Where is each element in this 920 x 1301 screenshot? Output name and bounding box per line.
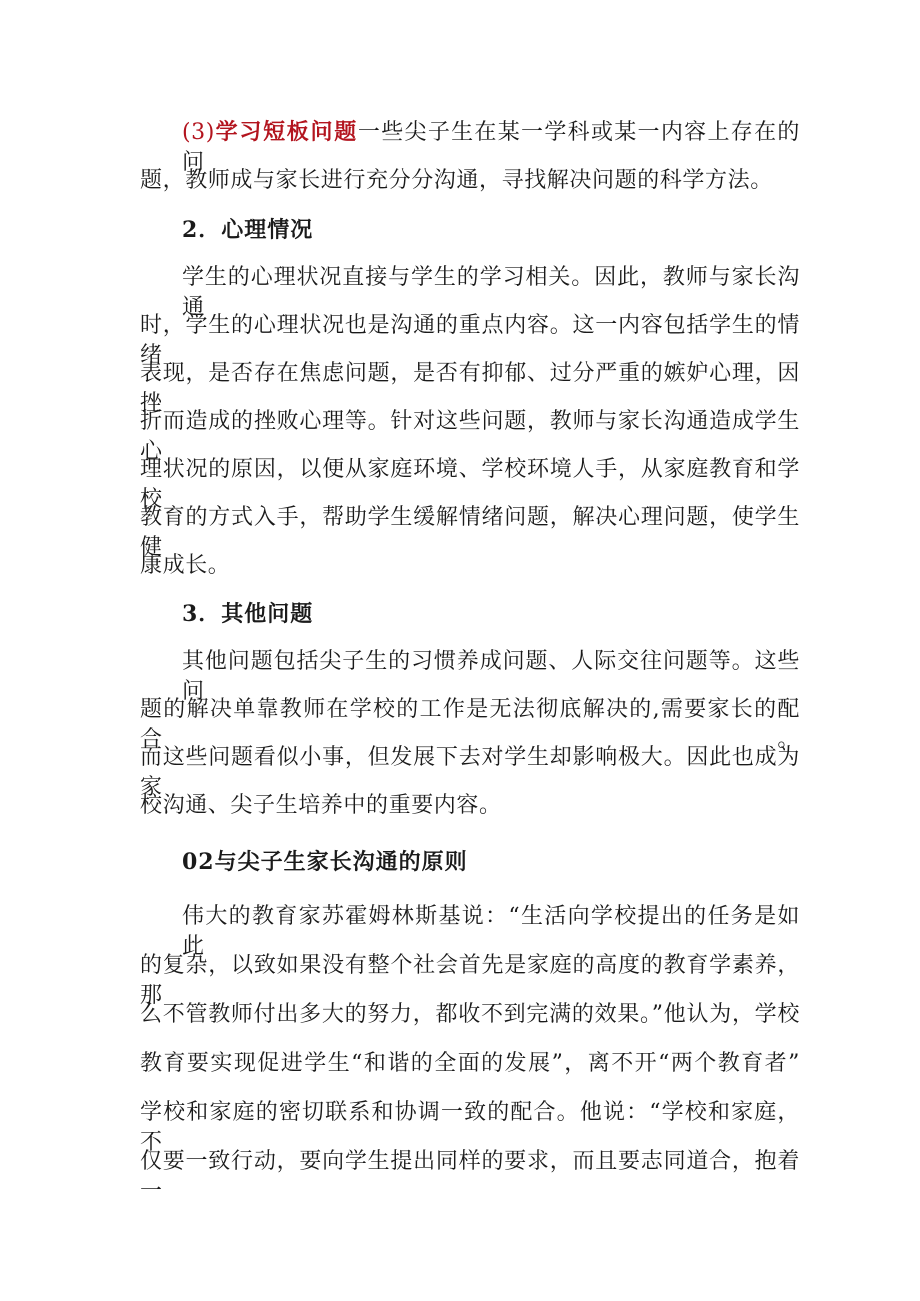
section-3-line: 而这些问题看似小事，但发展下去对学生却影响极大。因此也成为家 bbox=[140, 745, 800, 800]
section-3-heading: 3．其他问题 bbox=[182, 601, 314, 627]
section-2-line: 折而造成的挫败心理等。针对这些问题，教师与家长沟通造成学生心 bbox=[140, 409, 800, 464]
section-02-heading: 02与尖子生家长沟通的原则 bbox=[182, 849, 468, 875]
section-02-line: 的复杂，以致如果没有整个社会首先是家庭的高度的教育学素养，那 bbox=[140, 953, 800, 1008]
section-3-line: 校沟通、尖子生培养中的重要内容。 bbox=[140, 793, 502, 818]
section-2-line: 时，学生的心理状况也是沟通的重点内容。这一内容包括学生的情绪 bbox=[140, 313, 800, 368]
section-3-line: 题的解决单靠教师在学校的工作是无法彻底解决的,需要家长的配合。 bbox=[140, 697, 800, 752]
section-2-line: 教育的方式入手，帮助学生缓解情绪问题，解决心理问题，使学生健 bbox=[140, 505, 800, 560]
section-2-line: 表现，是否存在焦虑问题，是否有抑郁、过分严重的嫉妒心理，因挫 bbox=[140, 361, 800, 416]
paragraph-3-prefix: (3) bbox=[182, 120, 215, 145]
section-02-line: 教育要实现促进学生“和谐的全面的发展”，离不开“两个教育者” bbox=[140, 1051, 800, 1076]
paragraph-3-highlight: 学习短板问题 bbox=[214, 119, 358, 145]
section-02-line: 仅要一致行动，要向学生提出同样的要求，而且要志同道合，抱着一 bbox=[140, 1149, 800, 1204]
paragraph-3-line-2: 题，教师成与家长进行充分分沟通，寻找解决问题的科学方法。 bbox=[140, 168, 773, 193]
section-3-line: 其他问题包括尖子生的习惯养成问题、人际交往问题等。这些问 bbox=[182, 649, 800, 704]
section-2-line: 理状况的原因，以便从家庭环境、学校环境人手，从家庭教育和学校 bbox=[140, 457, 800, 512]
section-02-line: 么不管教师付出多大的努力，都收不到完满的效果。”他认为，学校 bbox=[140, 1002, 800, 1027]
section-02-line: 学校和家庭的密切联系和协调一致的配合。他说：“学校和家庭，不 bbox=[140, 1100, 800, 1155]
section-2-heading: 2．心理情况 bbox=[182, 217, 314, 243]
paragraph-3-rest: 一些尖子生在某一学科或某一内容上存在的问 bbox=[182, 120, 800, 175]
section-2-line: 康成长。 bbox=[140, 553, 231, 578]
section-02-line: 伟大的教育家苏霍姆林斯基说：“生活向学校提出的任务是如此 bbox=[182, 904, 800, 959]
section-2-line: 学生的心理状况直接与学生的学习相关。因此，教师与家长沟通 bbox=[182, 265, 800, 320]
